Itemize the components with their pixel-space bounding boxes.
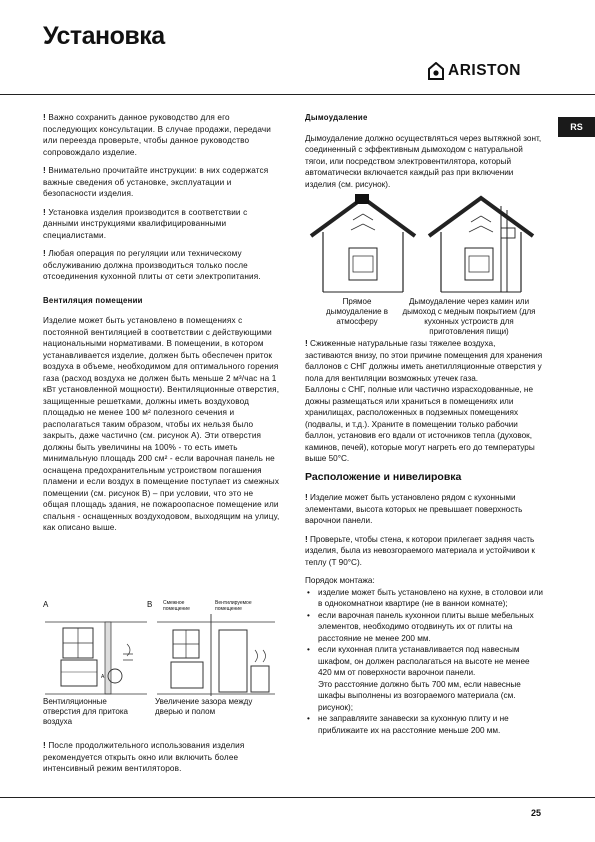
figure-annotation: A — [101, 674, 105, 680]
final-warning: ! После продолжительного использования изделия рекомендуется открыть окно или включить более интенсивный режим вентиляторов. — [43, 741, 245, 773]
section-heading-ventilation: Вентиляция помещении — [43, 295, 143, 305]
figure-annotation: Смежное помещение — [163, 600, 190, 612]
caption-chimney-smoke: Дымоудаление через камин или дымоход с медным покрытием (для кухонных устроиств для приготовления пищи) — [402, 297, 536, 336]
brand-logo — [428, 60, 546, 82]
list-item: • изделие может быть установлено на кухне, в столовои или в однокомнатнои квартире (не в ваннои комнате); — [305, 587, 545, 610]
footer-divider — [0, 797, 595, 798]
warning-paragraph: ! Любая операция по регуляции или техническому обслуживанию должна производиться только после отсоединения кухонной плиты от сети электропитания. — [43, 249, 261, 281]
figure-label-a: A — [43, 600, 49, 609]
install-order-label: Порядок монтажа: — [305, 576, 375, 585]
header-divider — [0, 94, 595, 95]
house-logo-icon — [428, 62, 444, 80]
warning-paragraph: ! Внимательно прочитайте инструкции: в них содержатся важные сведения об установке, эксплуатации и безопасности изделия. — [43, 166, 269, 198]
warning-paragraph: ! Установка изделия производится в соответствии с данными инструкциями квалифицированными специалистами. — [43, 207, 248, 240]
right-column-lower: ! Сжиженные натуральные газы тяжелее воздуха, застиваются внизу, по этои причине помещения для хранения баллонов с СНГ должны иметь анетилляционные отверстия у пола для вентиляции возможных утечек газа. Баллоны с СНГ, полные или частично израсходованные, не дожны размещаться или храниться в помещениях или хранилищах, расположенных в подземных помещениях (подвалы, и т.д.). Храните в помещении только рабочии баллон, установив его вдали от источников тепла (духовок, каминов, печей), которые могут нагреть его до температуры выше 50°С. Расположение и нивелировка ! Изделие может быть установлено рядом с кухонными элементами, высота которых не превышает поверхность варочнои панели. ! Проверьте, чтобы стена, к которои прилегает задняя часть изделия, была из невозгораемого материала и устойчивои к теплу (T 90°C). Порядок монтажа: • изделие может быть установлено на кухне, в столовои или в однокомнатнои квартире (не в ваннои комнате); • если варочная панель кухоннои плиты выше мебельных элементов, необходимо отодвинуть их от плиты на расстояние не менее 200 мм. • если кухонная плита устанавливается под навесным шкафом, он должен располагаться на высоте не менее 420 мм от поверхности варочнои панели. Это расстояние должно быть 700 мм, если навесные шкафы выполнены из возгораемого материала (см. рисунок); • не заправляите занавески за кухонную плиту и не приближаите их на расстояние меньше 200 мм. — [305, 338, 545, 736]
smoke-figure — [305, 192, 545, 296]
gas-warning: Сжиженные натуральные газы тяжелее воздуха, застиваются внизу, по этои причине помещения для хранения баллонов с СНГ должны иметь анетилляционные отверстия у пола для вентиляции возможных утечек газа. — [305, 339, 543, 383]
warning-icon: ! — [43, 741, 46, 750]
brand-name: ARISTON — [448, 62, 521, 79]
list-item: • не заправляите занавески за кухонную плиту и не приближаите их на расстояние меньше 200 мм. — [305, 713, 545, 736]
list-item-note: Это расстояние должно быть 700 мм, если навесные шкафы выполнены из возгораемого материала (см. рисунок); — [318, 679, 521, 712]
list-item: • если варочная панель кухоннои плиты выше мебельных элементов, необходимо отодвинуть их от плиты на расстояние не менее 200 мм. — [305, 610, 545, 645]
caption-vent-openings: Вентиляционные отверстия для притока воздуха — [43, 697, 128, 726]
warning-icon: ! — [43, 166, 46, 175]
ventilation-text: Изделие может быть установлено в помещениях с постоянной вентиляцией в соответствии с действующими национальными нормативами. В помещении, в котором устанавливается изделие, должен быть обеспечен приток воздуха в объеме, необходимом для оптимального горения газа (расход воздуха не должен быть меньше 2 м³/час на 1 кВт установленной мощности). Вентиляционные отверстия, защищенные решетками, должны иметь воздуховод площадью не менее 100 м² полезного сечения и располагаться таким образом, чтобы их нельзя было закрыть, даже частично (см. рисунок А). Эти отверстия должны быть увеличины на 100% - то есть иметь минимальную площадь 200 см² - если варочная панель не оснащена предохранительным устроиством погашения пламени и если воздух в помещение поступает из смежных помещении (см. рисунок В) – при условии, что это не общая площадь здания, не пожароопасное помещение или спальня - оснащенных воздуходовом, выходящим на улицу, как описано выше. — [43, 316, 280, 532]
caption-door-gap: Увеличение зазора между дверью и полом — [155, 697, 253, 716]
smoke-diagram-icon — [305, 192, 545, 296]
gas-text: Баллоны с СНГ, полные или частично израсходованные, не дожны размещаться или храниться в помещениях или хранилищах, расположенных в подземных помещениях (подвалы, и т.д.). Храните в помещении только рабочии баллон, установив его вдали от источников тепла (духовок, каминов, печей), которые могут нагреть его до температуры выше 50°С. — [305, 385, 535, 463]
page-number: 25 — [531, 808, 542, 818]
page-title: Установка — [43, 22, 165, 50]
ventilation-diagram-icon — [43, 604, 281, 704]
caption-direct-smoke: Прямое дымоудаление в атмосферу — [325, 297, 389, 326]
figure-label-b: B — [147, 600, 153, 609]
figure-annotation: Вентилируемое помещение — [215, 600, 252, 612]
section-heading-placement: Расположение и нивелировка — [305, 470, 462, 483]
install-order-list — [305, 587, 545, 737]
left-column — [43, 112, 281, 541]
warning-icon: ! — [43, 249, 46, 258]
warning-icon: ! — [43, 113, 46, 122]
warning-icon: ! — [305, 493, 308, 502]
language-tab: RS — [558, 117, 595, 137]
section-heading-smoke: Дымоудаление — [305, 113, 368, 122]
list-item: • если кухонная плита устанавливается под навесным шкафом, он должен располагаться на высоте не менее 420 мм от поверхности варочнои панели. Это расстояние должно быть 700 мм, если навесные шкафы выполнены из возгораемого материала (см. рисунок); — [305, 644, 545, 713]
ventilation-figure — [43, 600, 281, 704]
warning-icon: ! — [43, 207, 46, 217]
warning-paragraph: ! Важно сохранить данное руководство для его последующих консультации. В случае продажи, передачи или переезда проверьте, чтобы данное руководство сопровождало изделие. — [43, 113, 272, 157]
smoke-text: Дымоудаление должно осуществляться через вытяжной зонт, соединенный с эффективным дымоходом с натуральной тягои, или посредством электровентилятора, который автоматически включается каждый раз при включении изделия (см. рисунок). — [305, 133, 542, 189]
warning-icon: ! — [305, 339, 308, 348]
right-column — [305, 112, 545, 197]
warning-icon: ! — [305, 534, 308, 544]
